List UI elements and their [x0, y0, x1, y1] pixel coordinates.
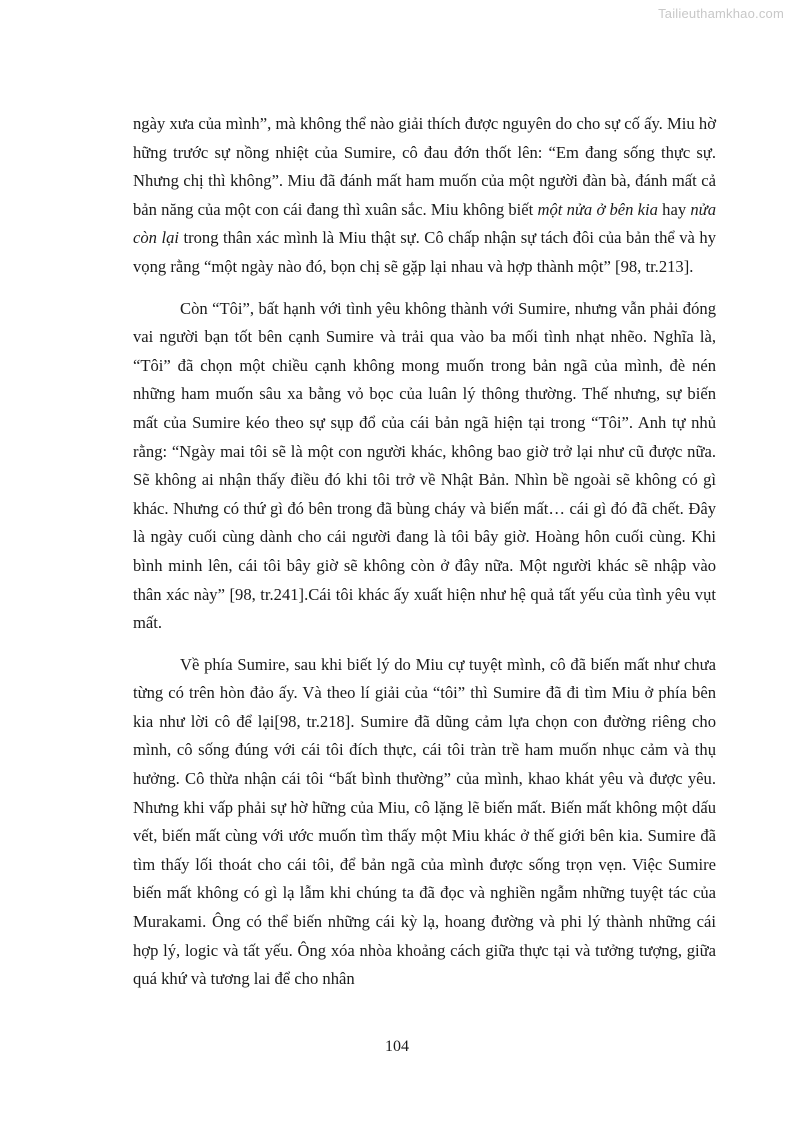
paragraph-1-text-c: trong thân xác mình là Miu thật sự. Cô chấp nhận sự tách đôi của bản thể và hy vọng rằng “một ngày nào đó, bọn chị sẽ gặp lại nhau và hợp thành một” [98, tr.213]. — [133, 228, 716, 276]
paragraph-1-text-b: hay — [657, 199, 691, 219]
page-number: 104 — [385, 1038, 409, 1055]
paragraph-2: Còn “Tôi”, bất hạnh với tình yêu không thành với Sumire, nhưng vẫn phải đóng vai người bạn tốt bên cạnh Sumire và trải qua vào ba mối tình nhạt nhẽo. Nghĩa là, “Tôi” đã chọn một chiều cạnh không mong muốn trong bản ngã của mình, đè nén những ham muốn sâu xa bằng vỏ bọc của luân lý thông thường. Thế nhưng, sự biến mất của Sumire kéo theo sự sụp đổ của cái bản ngã hiện tại trong “Tôi”. Anh tự nhủ rằng: “Ngày mai tôi sẽ là một con người khác, không bao giờ trở lại như cũ được nữa. Sẽ không ai nhận thấy điều đó khi tôi trở về Nhật Bản. Nhìn bề ngoài sẽ không có gì khác. Nhưng có thứ gì đó bên trong đã bùng cháy và biến mất… cái gì đó đã chết. Đây là ngày cuối cùng dành cho cái người đang là tôi bây giờ. Hoàng hôn cuối cùng. Khi bình minh lên, cái tôi bây giờ sẽ không còn ở đây nữa. Một người khác sẽ nhập vào thân xác này” [98, tr.241].Cái tôi khác ấy xuất hiện như hệ quả tất yếu của tình yêu vụt mất. — [133, 298, 716, 633]
watermark-text: Tailieuthamkhao.com — [658, 6, 784, 21]
paragraph-1 — [133, 110, 716, 282]
paragraph-1-italic-a: một nửa ở bên kia — [537, 199, 658, 219]
paragraph-1-text-a: ngày xưa của mình”, mà không thể nào giải thích được nguyên do cho sự cố ấy. Miu hờ hững trước sự nồng nhiệt của Sumire, cô đau đớn thốt lên: “Em đang sống thực sự. Nhưng chị thì không”. Miu đã đánh mất ham muốn của một người đàn bà, đánh mất cả bản năng của một con cái đang thì xuân sắc. Miu không biết — [133, 114, 716, 219]
document-body — [133, 110, 716, 1007]
paragraph-3: Về phía Sumire, sau khi biết lý do Miu cự tuyệt mình, cô đã biến mất như chưa từng có trên hòn đảo ấy. Và theo lí giải của “tôi” thì Sumire đã đi tìm Miu ở phía bên kia như lời cô để lại[98, tr.218]. Sumire đã dũng cảm lựa chọn con đường riêng cho mình, cô sống đúng với cái tôi đích thực, cái tôi tràn trề ham muốn nhục cảm và thụ hưởng. Cô thừa nhận cái tôi “bất bình thường” của mình, khao khát yêu và được yêu. Nhưng khi vấp phải sự hờ hững của Miu, cô lặng lẽ biến mất. Biến mất không một dấu vết, biến mất cùng với ước muốn tìm thấy một Miu khác ở thế giới bên kia. Sumire đã tìm thấy lối thoát cho cái tôi, để bản ngã của mình được sống trọn vẹn. Việc Sumire biến mất không có gì lạ lẫm khi chúng ta đã đọc và nghiền ngẫm những tuyệt tác của Murakami. Ông có thể biến những cái kỳ lạ, hoang đường và phi lý thành những cái hợp lý, logic và tất yếu. Ông xóa nhòa khoảng cách giữa thực tại và tưởng tượng, giữa quá khứ và tương lai để cho nhân — [133, 654, 716, 989]
paragraph-1-italic-b: nửa còn lại — [133, 199, 716, 248]
